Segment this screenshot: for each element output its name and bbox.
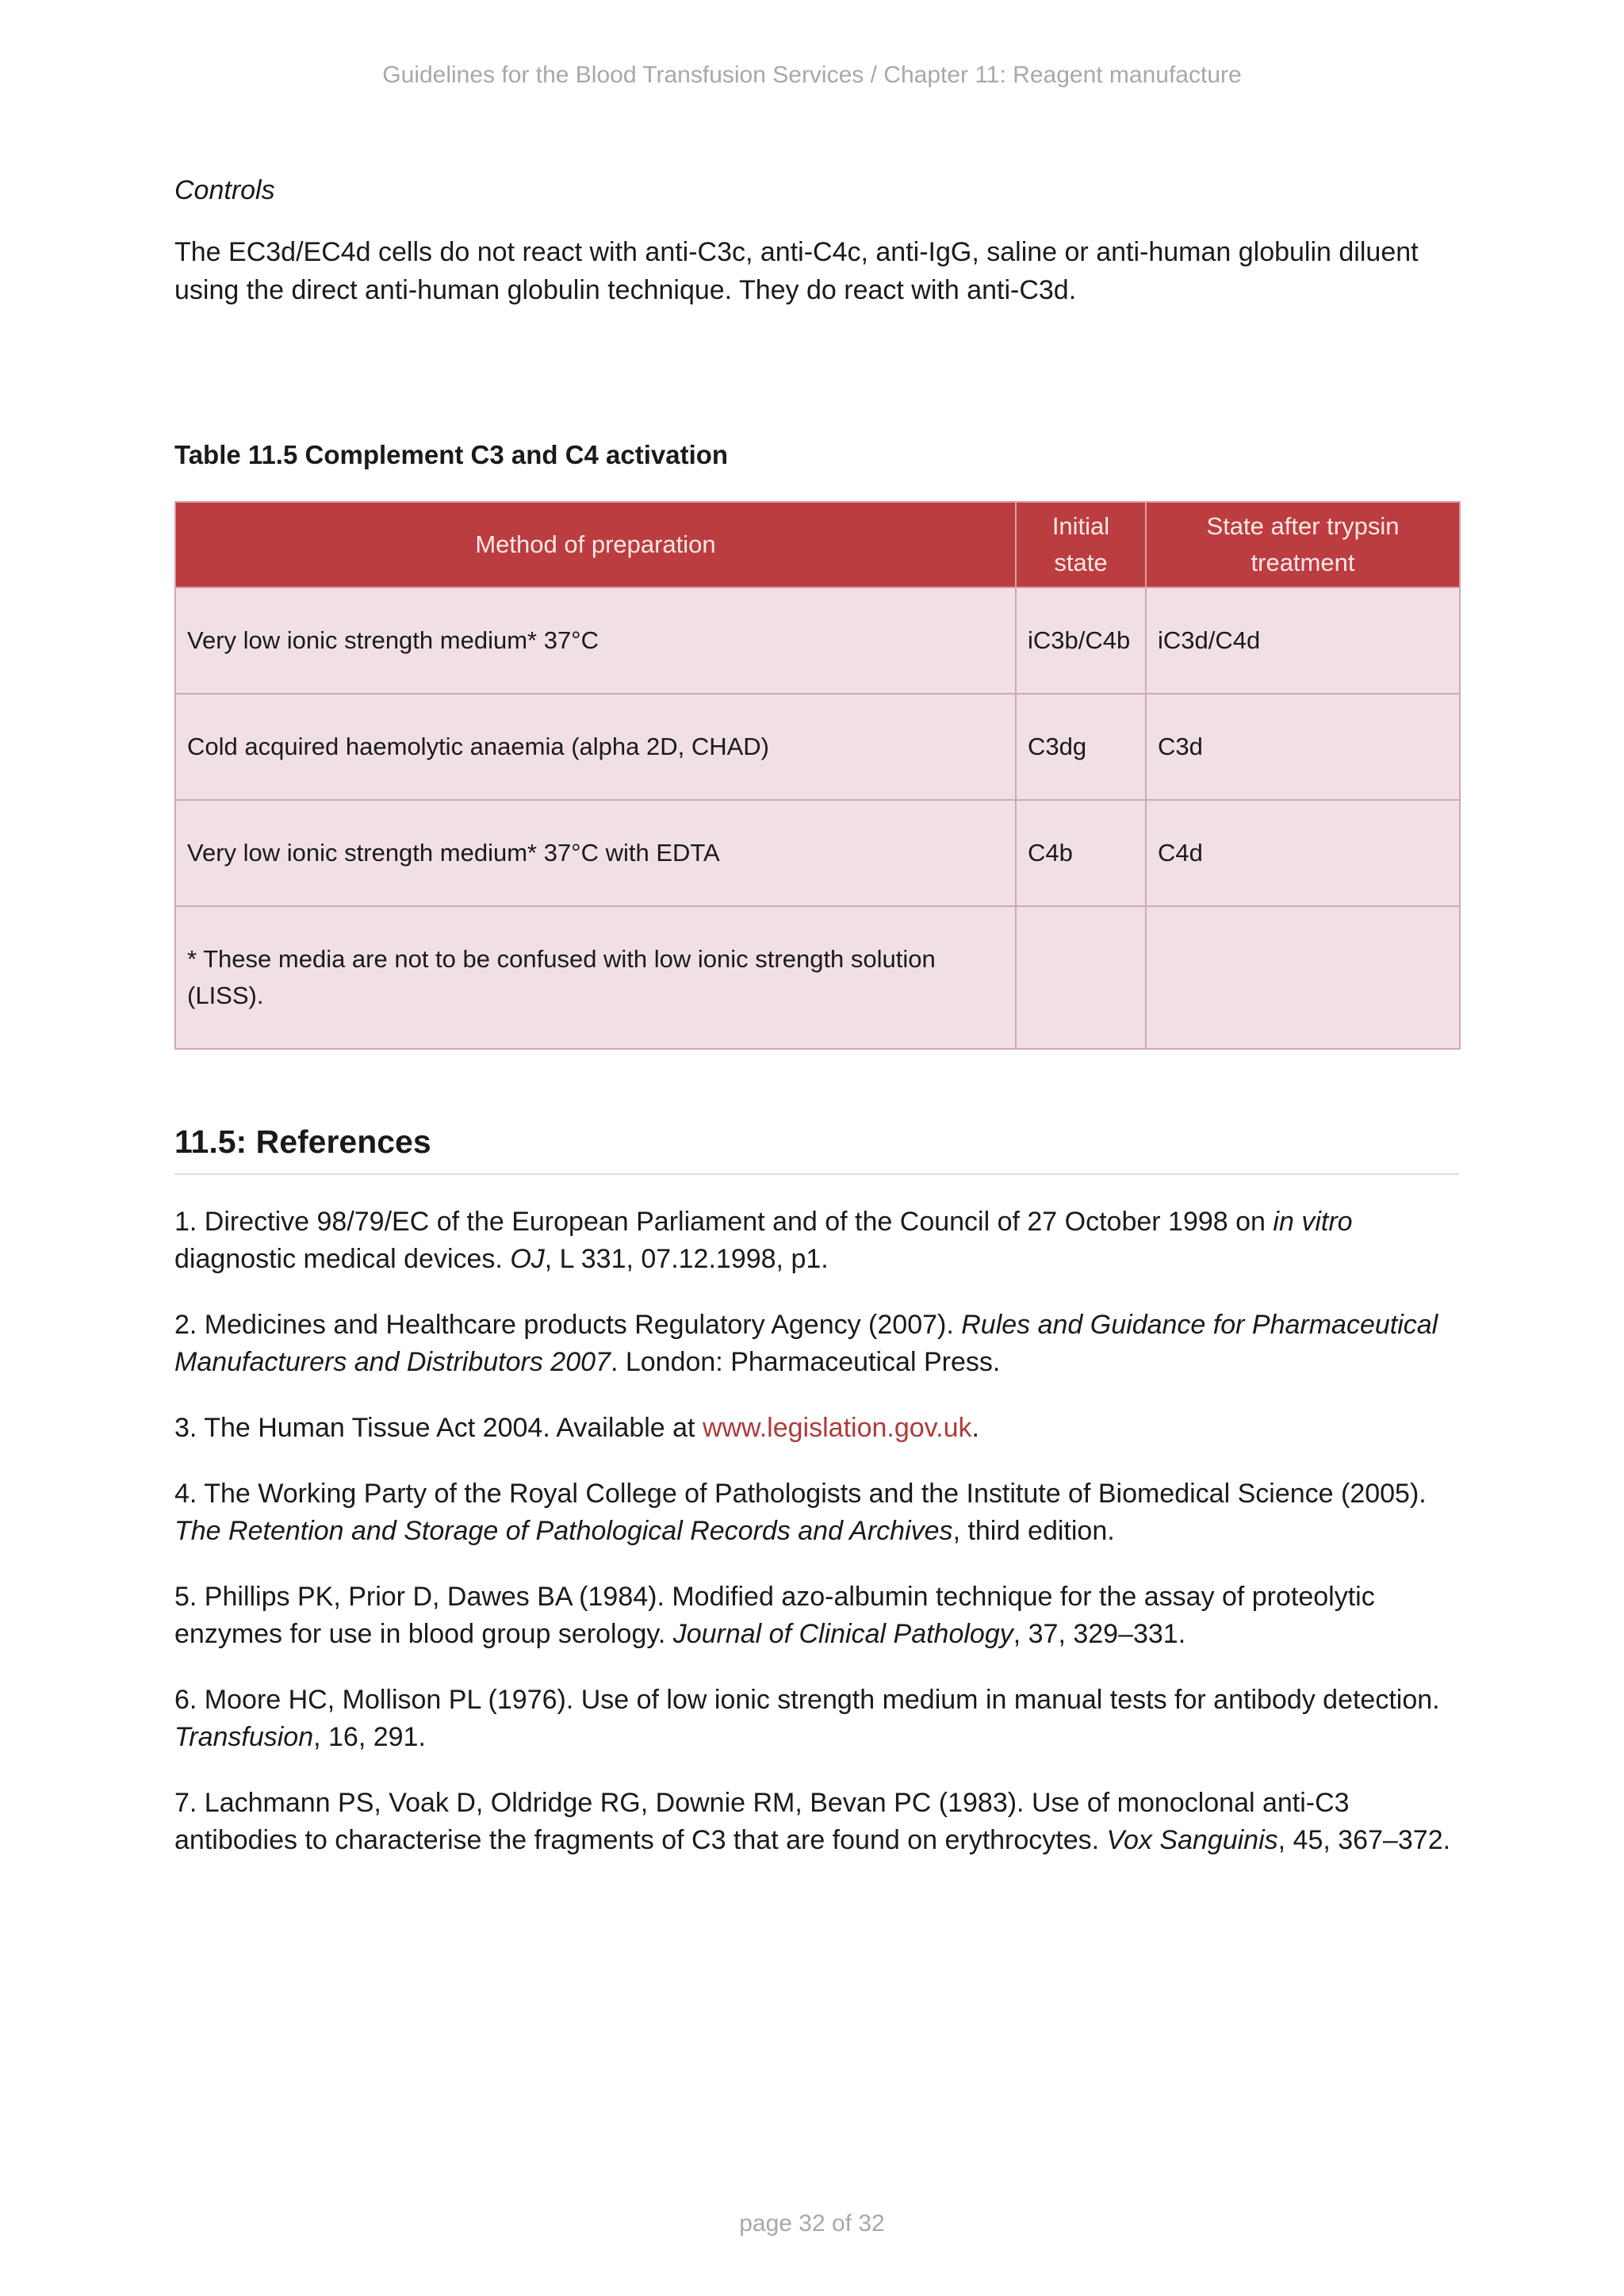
- table-row: [175, 800, 1460, 906]
- references-heading: 11.5: References: [174, 1121, 1459, 1175]
- table-cell: [1146, 906, 1460, 1049]
- page-header: Guidelines for the Blood Transfusion Services / Chapter 11: Reagent manufacture: [382, 62, 1242, 88]
- column-header-method: Method of preparation: [175, 502, 1016, 587]
- table-cell: C4b: [1016, 800, 1146, 906]
- reference-text: 1. Directive 98/79/EC of the European Parliament and of the Council of 27 October 1998 on: [174, 1207, 1274, 1237]
- reference-text: 4. The Working Party of the Royal College of Pathologists and the Institute of Biomedical Science (2005).: [174, 1479, 1427, 1509]
- reference-text: , 37, 329–331.: [1013, 1619, 1186, 1649]
- table-cell: iC3d/C4d: [1146, 587, 1460, 694]
- table-row: [175, 694, 1460, 800]
- reference-italic: Rules and Guidance for Pharmaceutical Manufacturers and Distributors 2007: [174, 1310, 1438, 1377]
- reference-item: [174, 1785, 1459, 1859]
- reference-italic: Vox Sanguinis: [1106, 1825, 1278, 1855]
- reference-text: diagnostic medical devices.: [174, 1244, 511, 1274]
- controls-paragraph: The EC3d/EC4d cells do not react with anti-C3c, anti-C4c, anti-IgG, saline or anti-human globulin diluent using the direct anti-human globulin technique. They do react with anti-C3d.: [174, 237, 1419, 305]
- reference-italic: Transfusion: [174, 1722, 314, 1752]
- reference-text: 2. Medicines and Healthcare products Regulatory Agency (2007).: [174, 1310, 962, 1340]
- complement-table: [174, 501, 1461, 1050]
- table-cell: iC3b/C4b: [1016, 587, 1146, 694]
- table-row: [175, 587, 1460, 694]
- reference-text: , 45, 367–372.: [1277, 1825, 1451, 1855]
- reference-text: 7. Lachmann PS, Voak D, Oldridge RG, Downie RM, Bevan PC (1983). Use of monoclonal anti-C3 antibodies to characterise the fragments of C3 that are found on erythrocytes.: [174, 1788, 1350, 1855]
- table-cell: Very low ionic strength medium* 37°C with EDTA: [175, 800, 1016, 906]
- legislation-link[interactable]: www.legislation.gov.uk: [702, 1413, 972, 1443]
- reference-text: . London: Pharmaceutical Press.: [610, 1347, 1001, 1377]
- table-cell: Cold acquired haemolytic anaemia (alpha 2D, CHAD): [175, 694, 1016, 800]
- table-cell: C3d: [1146, 694, 1460, 800]
- column-header-after-trypsin: State after trypsin treatment: [1146, 502, 1460, 587]
- reference-italic: in vitro: [1273, 1207, 1353, 1237]
- reference-text: 6. Moore HC, Mollison PL (1976). Use of low ionic strength medium in manual tests for antibody detection.: [174, 1685, 1440, 1715]
- reference-text: 5. Phillips PK, Prior D, Dawes BA (1984). Modified azo-albumin technique for the assay of proteolytic enzymes for use in blood group serology.: [174, 1582, 1375, 1649]
- table-caption: Table 11.5 Complement C3 and C4 activation: [174, 440, 729, 469]
- reference-italic: OJ: [510, 1244, 545, 1274]
- reference-text: , L 331, 07.12.1998, p1.: [544, 1244, 829, 1274]
- reference-text: , 16, 291.: [313, 1722, 426, 1752]
- table-footnote: * These media are not to be confused with low ionic strength solution (LISS).: [175, 906, 1016, 1049]
- reference-item: [174, 1578, 1459, 1653]
- reference-item: [174, 1203, 1459, 1278]
- reference-text: , third edition.: [952, 1516, 1115, 1546]
- reference-italic: The Retention and Storage of Pathological Records and Archives: [174, 1516, 953, 1546]
- document-body: [174, 170, 1459, 1859]
- table-cell: C4d: [1146, 800, 1460, 906]
- controls-heading: Controls: [174, 175, 275, 205]
- column-header-initial-state: Initial state: [1016, 502, 1146, 587]
- table-note-row: [175, 906, 1460, 1049]
- table-cell: [1016, 906, 1146, 1049]
- reference-text: .: [971, 1413, 979, 1443]
- reference-item: [174, 1682, 1459, 1756]
- reference-italic: Journal of Clinical Pathology: [672, 1619, 1013, 1649]
- table-cell: C3dg: [1016, 694, 1146, 800]
- reference-item: [174, 1307, 1459, 1381]
- table-cell: Very low ionic strength medium* 37°C: [175, 587, 1016, 694]
- reference-item: [174, 1475, 1459, 1550]
- page-number: page 32 of 32: [739, 2210, 885, 2237]
- reference-text: 3. The Human Tissue Act 2004. Available at: [174, 1413, 703, 1443]
- reference-item: [174, 1410, 1459, 1447]
- table-header-row: [175, 502, 1460, 587]
